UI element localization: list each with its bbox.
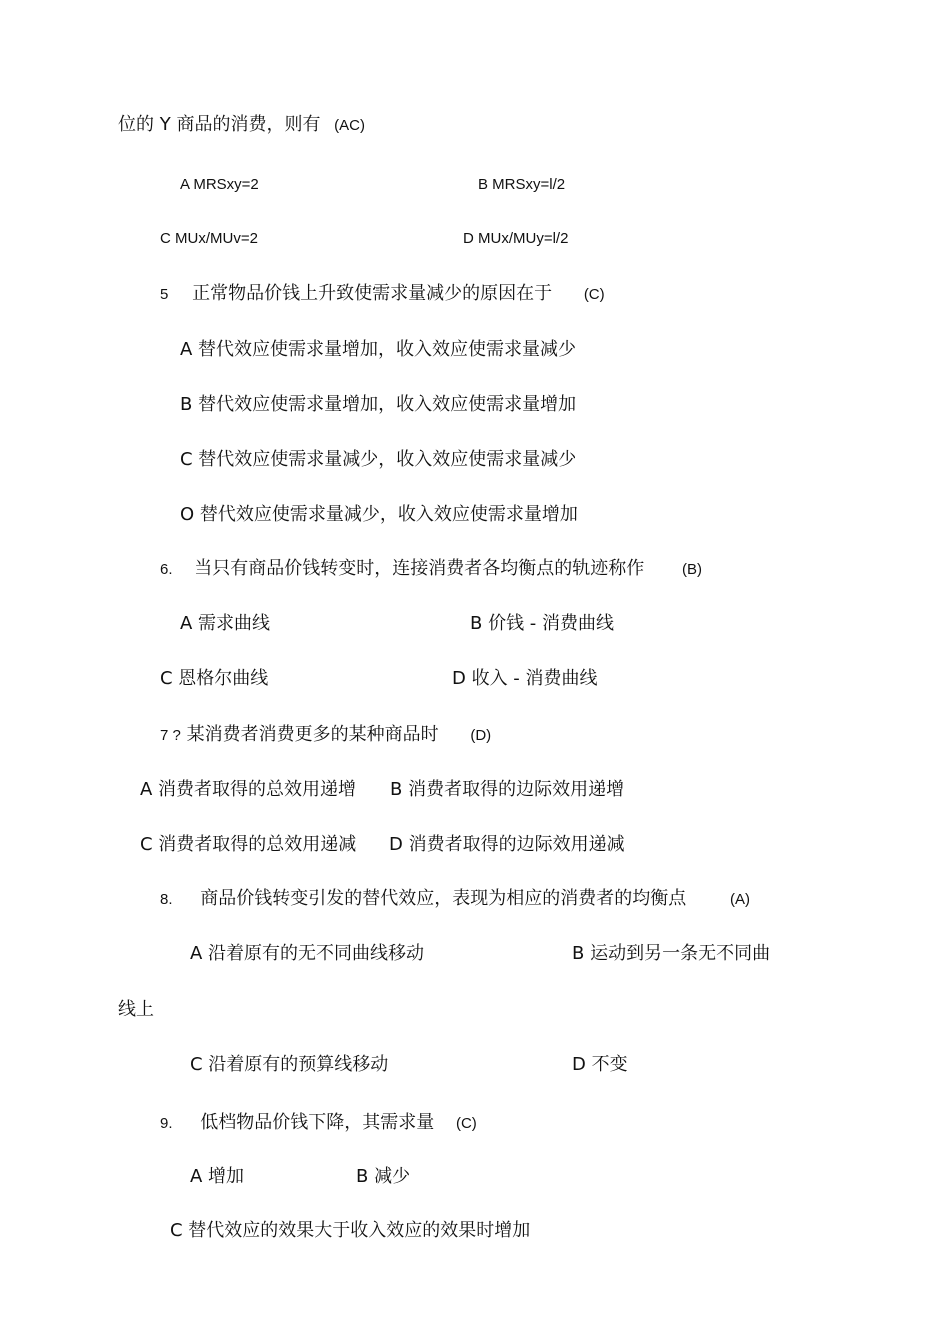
q7-stem-line — [160, 724, 491, 747]
q7-number: 7 ? — [160, 727, 181, 744]
q9-option-b: B 减少 — [356, 1166, 411, 1187]
q4-option-c: C MUx/MUv=2 — [160, 230, 258, 247]
q7-option-d: D 消费者取得的边际效用递减 — [389, 834, 625, 855]
q4-answer: (AC) — [334, 117, 365, 134]
q8-option-d: D 不变 — [572, 1054, 628, 1075]
q8-option-a: A 沿着原有的无不同曲线移动 — [190, 943, 425, 964]
q7-answer: (D) — [470, 727, 492, 744]
q9-stem-line — [160, 1112, 477, 1135]
q7-option-a: A 消费者取得的总效用递增 — [140, 779, 357, 800]
q8-number: 8. — [160, 891, 173, 908]
q8-option-b-continued: 线上 — [118, 999, 154, 1020]
q6-option-d: D 收入 - 消费曲线 — [452, 668, 598, 689]
q5-option-d: O 替代效应使需求量减少，收入效应使需求量增加 — [180, 504, 578, 525]
q6-answer: (B) — [681, 561, 702, 578]
q6-option-c: C 恩格尔曲线 — [160, 668, 269, 689]
q6-stem-line — [160, 558, 702, 581]
q9-option-c: C 替代效应的效果大于收入效应的效果时增加 — [170, 1220, 531, 1241]
q5-stem-text: 正常物品价钱上升致使需求量减少的原因在于 — [192, 283, 553, 304]
q5-option-a: A 替代效应使需求量增加，收入效应使需求量减少 — [180, 339, 577, 360]
q6-option-a: A 需求曲线 — [180, 613, 271, 634]
q9-answer: (C) — [455, 1115, 477, 1132]
q7-stem-text: 某消费者消费更多的某种商品时 — [186, 724, 439, 745]
q8-option-b: B 运动到另一条无不同曲 — [572, 943, 771, 964]
q8-stem-line — [160, 888, 750, 911]
q4-stem-text: 位的 Y 商品的消费，则有 — [118, 114, 321, 135]
q9-number: 9. — [160, 1115, 173, 1132]
q4-stem-line — [118, 114, 365, 137]
q5-option-b: B 替代效应使需求量增加，收入效应使需求量增加 — [180, 394, 577, 415]
q5-number: 5 — [160, 286, 169, 303]
q4-option-a: A MRSxy=2 — [180, 176, 259, 193]
q4-option-b: B MRSxy=l/2 — [478, 176, 566, 193]
q4-option-d: D MUx/MUy=l/2 — [463, 230, 569, 247]
q8-answer: (A) — [729, 891, 750, 908]
q7-option-b: B 消费者取得的边际效用递增 — [390, 779, 625, 800]
q6-number: 6. — [160, 561, 173, 578]
q8-option-c: C 沿着原有的预算线移动 — [190, 1054, 389, 1075]
q5-answer: (C) — [583, 286, 605, 303]
q6-option-b: B 价钱 - 消费曲线 — [470, 613, 615, 634]
q5-stem-line — [160, 283, 605, 306]
q8-stem-text: 商品价钱转变引发的替代效应，表现为相应的消费者的均衡点 — [200, 888, 687, 909]
q7-option-c: C 消费者取得的总效用递减 — [140, 834, 357, 855]
q9-stem-text: 低档物品价钱下降，其需求量 — [200, 1112, 435, 1133]
q6-stem-text: 当只有商品价钱转变时，连接消费者各均衡点的轨迹称作 — [194, 558, 645, 579]
q5-option-c: C 替代效应使需求量减少，收入效应使需求量减少 — [180, 449, 577, 470]
q9-option-a: A 增加 — [190, 1166, 245, 1187]
